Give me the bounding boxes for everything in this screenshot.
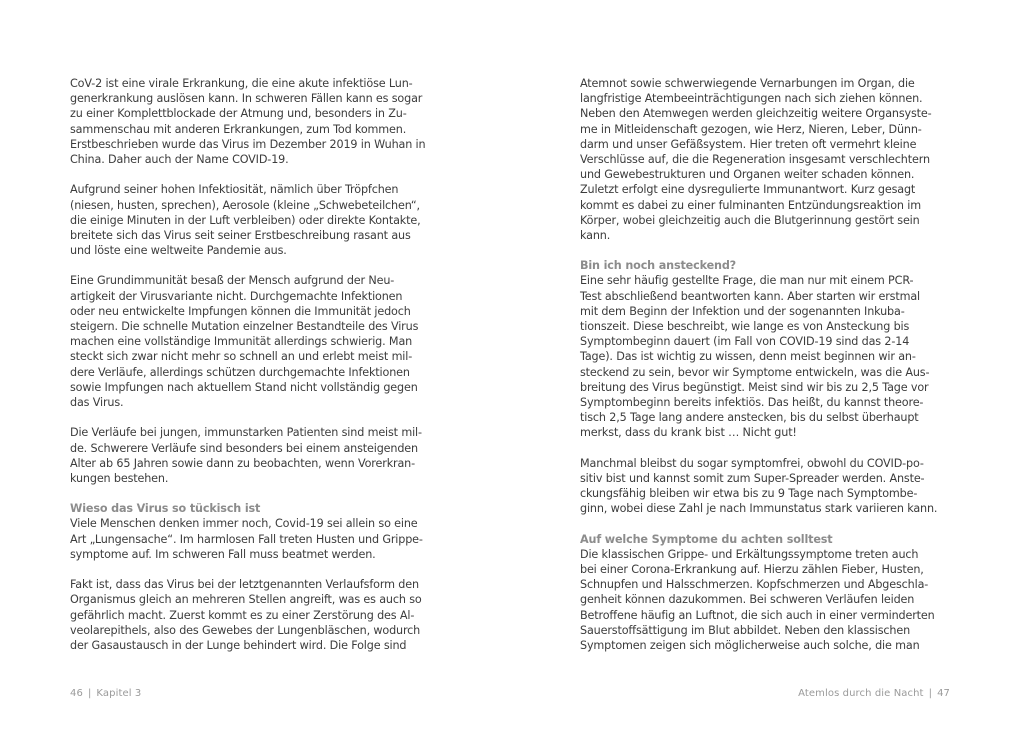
left-page-footer	[70, 688, 141, 699]
text-line: Eine sehr häufig gestellte Frage, die man nur mit einem PCR-	[580, 274, 914, 288]
text-line: Körper, wobei gleichzeitig auch die Blutgerinnung gestört sein	[580, 213, 920, 227]
text-line: Eine Grundimmunität besaß der Mensch aufgrund der Neu-	[70, 274, 395, 288]
text-line: symptome auf. Im schweren Fall muss beatmet werden.	[70, 547, 376, 561]
text-line: sitiv bist und kannst somit zum Super-Spreader werden. Anste-	[580, 471, 925, 485]
text-line: zu einer Komplettblockade der Atmung und, besonders in Zu-	[70, 107, 407, 121]
text-line: die einige Minuten in der Luft verbleiben) oder direkte Kontakte,	[70, 213, 421, 227]
text-line: oder neu entwickelte Impfungen können die Immunität jedoch	[70, 304, 411, 318]
text-line: Schnupfen und Halsschmerzen. Kopfschmerzen und Abgeschla-	[580, 578, 929, 592]
left-page-text	[70, 76, 442, 653]
text-line: tionszeit. Diese beschreibt, wie lange es von Ansteckung bis	[580, 320, 910, 333]
paragraph-gap	[70, 410, 442, 425]
paragraph-gap	[580, 441, 952, 456]
section-heading: Wieso das Virus so tückisch ist	[70, 502, 261, 516]
text-line: Manchmal bleibst du sogar symptomfrei, obwohl du COVID-po-	[580, 456, 924, 470]
footer-separator: |	[87, 688, 92, 699]
text-line: machen eine vollständige Immunität allerdings schwierig. Man	[70, 335, 413, 349]
text-line: mit dem Beginn der Infektion und der sogenannten Inkuba-	[580, 304, 905, 318]
text-line: de. Schwerere Verläufe sind besonders bei einem ansteigenden	[70, 441, 418, 455]
text-line: Tage). Das ist wichtig zu wissen, denn meist beginnen wir an-	[580, 350, 916, 364]
text-line: Fakt ist, dass das Virus bei der letztgenannten Verlaufsform den	[70, 578, 419, 592]
paragraph-gap	[70, 562, 442, 577]
text-line: Symptomen zeigen sich möglicherweise auch solche, die man	[580, 638, 920, 652]
text-line: me in Mitleidenschaft gezogen, wie Herz, Nieren, Leber, Dünn-	[580, 122, 922, 136]
text-line: veolarepithels, also des Gewebes der Lungenbläschen, wodurch	[70, 623, 421, 637]
text-line: und Gewebestrukturen und Organen weiter schaden können.	[580, 168, 915, 182]
text-line: sammenschau mit anderen Erkrankungen, zum Tod kommen.	[70, 122, 407, 136]
text-line: Die Verläufe bei jungen, immunstarken Patienten sind meist mil-	[70, 426, 422, 440]
text-line: Viele Menschen denken immer noch, Covid-19 sei allein so eine	[70, 517, 418, 531]
paragraph-gap	[580, 243, 952, 258]
text-line: breitung des Virus begünstigt. Meist sind wir bis zu 2,5 Tage vor	[580, 380, 929, 394]
text-line: Verschlüsse auf, die die Regeneration insgesamt verschlechtern	[580, 152, 930, 166]
text-line: bei einer Corona-Erkrankung auf. Hierzu zählen Fieber, Husten,	[580, 563, 924, 576]
text-line: artigkeit der Virusvariante nicht. Durchgemachte Infektionen	[70, 289, 403, 303]
text-line: darm und unser Gefäßsystem. Hier treten oft vermehrt kleine	[580, 137, 917, 151]
right-page-text	[580, 76, 952, 653]
text-line: Test abschließend beantworten kann. Aber starten wir erstmal	[580, 289, 921, 303]
text-line: Atemnot sowie schwerwiegende Vernarbungen im Organ, die	[580, 77, 915, 90]
text-line: Symptombeginn bereits infektiös. Das heißt, du kannst theore-	[580, 395, 924, 409]
text-line: generkrankung auslösen kann. In schweren Fällen kann es sogar	[70, 92, 423, 106]
text-line: Sauerstoffsättigung im Blut abbildet. Neben den klassischen	[580, 623, 911, 637]
text-line: das Virus.	[70, 395, 124, 409]
text-line: Symptombeginn dauert (im Fall von COVID-19 sind das 2-14	[580, 335, 910, 349]
paragraph-gap	[70, 258, 442, 273]
paragraph-gap	[580, 516, 952, 531]
section-heading: Auf welche Symptome du achten solltest	[580, 532, 833, 546]
text-line: Betroffene häufig an Luftnot, die sich auch in einer verminderten	[580, 608, 935, 622]
paragraph-gap	[70, 486, 442, 501]
text-line: Alter ab 65 Jahren sowie dann zu beobachten, wenn Vorerkran-	[70, 456, 416, 470]
text-line: ginn, wobei diese Zahl je nach Immunstatus stark variieren kann.	[580, 502, 938, 516]
page-number: 47	[937, 688, 950, 699]
right-page-footer	[798, 688, 950, 699]
text-line: ckungsfähig bleiben wir etwa bis zu 9 Tage nach Symptombe-	[580, 487, 918, 501]
text-line: der Gasaustausch in der Lunge behindert wird. Die Folge sind	[70, 638, 407, 652]
text-line: Erstbeschrieben wurde das Virus im Dezember 2019 in Wuhan in	[70, 137, 426, 151]
chapter-label: Kapitel 3	[96, 688, 142, 699]
text-line: kommt es dabei zu einer fulminanten Entzündungsreaktion im	[580, 198, 921, 212]
text-line: steigern. Die schnelle Mutation einzelner Bestandteile des Virus	[70, 320, 419, 333]
text-line: Art „Lungensache“. Im harmlosen Fall treten Husten und Grippe-	[70, 532, 423, 546]
text-line: steckt sich zwar nicht mehr so schnell an und erlebt meist mil-	[70, 350, 413, 364]
text-line: Neben den Atemwegen werden gleichzeitig weitere Organsyste-	[580, 107, 932, 121]
text-line: kungen bestehen.	[70, 471, 169, 485]
text-line: CoV-2 ist eine virale Erkrankung, die eine akute infektiöse Lun-	[70, 77, 413, 90]
text-line: tisch 2,5 Tage lang andere anstecken, bis du selbst überhaupt	[580, 411, 919, 425]
text-line: Zuletzt erfolgt eine dysregulierte Immunantwort. Kurz gesagt	[580, 183, 916, 197]
text-line: sowie Impfungen nach aktuellem Stand nicht vollständig gegen	[70, 380, 418, 394]
text-line: steckend zu sein, bevor wir Symptome entwickeln, was die Aus-	[580, 365, 930, 379]
footer-separator: |	[928, 688, 933, 699]
page-number: 46	[70, 688, 83, 699]
paragraph-gap	[70, 167, 442, 182]
text-line: breitete sich das Virus seit seiner Erstbeschreibung rasant aus	[70, 228, 411, 242]
text-line: merkst, dass du krank bist … Nicht gut!	[580, 426, 797, 440]
text-line: genheit können dazukommen. Bei schweren Verläufen leiden	[580, 593, 915, 607]
section-heading: Bin ich noch ansteckend?	[580, 259, 737, 273]
text-line: und löste eine weltweite Pandemie aus.	[70, 244, 287, 258]
text-line: kann.	[580, 228, 611, 242]
book-title: Atemlos durch die Nacht	[798, 688, 924, 699]
text-line: dere Verläufe, allerdings schützen durchgemachte Infektionen	[70, 365, 410, 379]
text-line: China. Daher auch der Name COVID-19.	[70, 152, 289, 166]
text-line: langfristige Atembeeinträchtigungen nach sich ziehen können.	[580, 92, 923, 106]
text-line: Aufgrund seiner hohen Infektiosität, nämlich über Tröpfchen	[70, 183, 399, 197]
text-line: Die klassischen Grippe- und Erkältungssymptome treten auch	[580, 547, 919, 561]
text-line: gefährlich macht. Zuerst kommt es zu einer Zerstörung des Al-	[70, 608, 415, 622]
text-line: Organismus gleich an mehreren Stellen angreift, was es auch so	[70, 593, 422, 607]
text-line: (niesen, husten, sprechen), Aerosole (kleine „Schwebeteilchen“,	[70, 198, 420, 212]
